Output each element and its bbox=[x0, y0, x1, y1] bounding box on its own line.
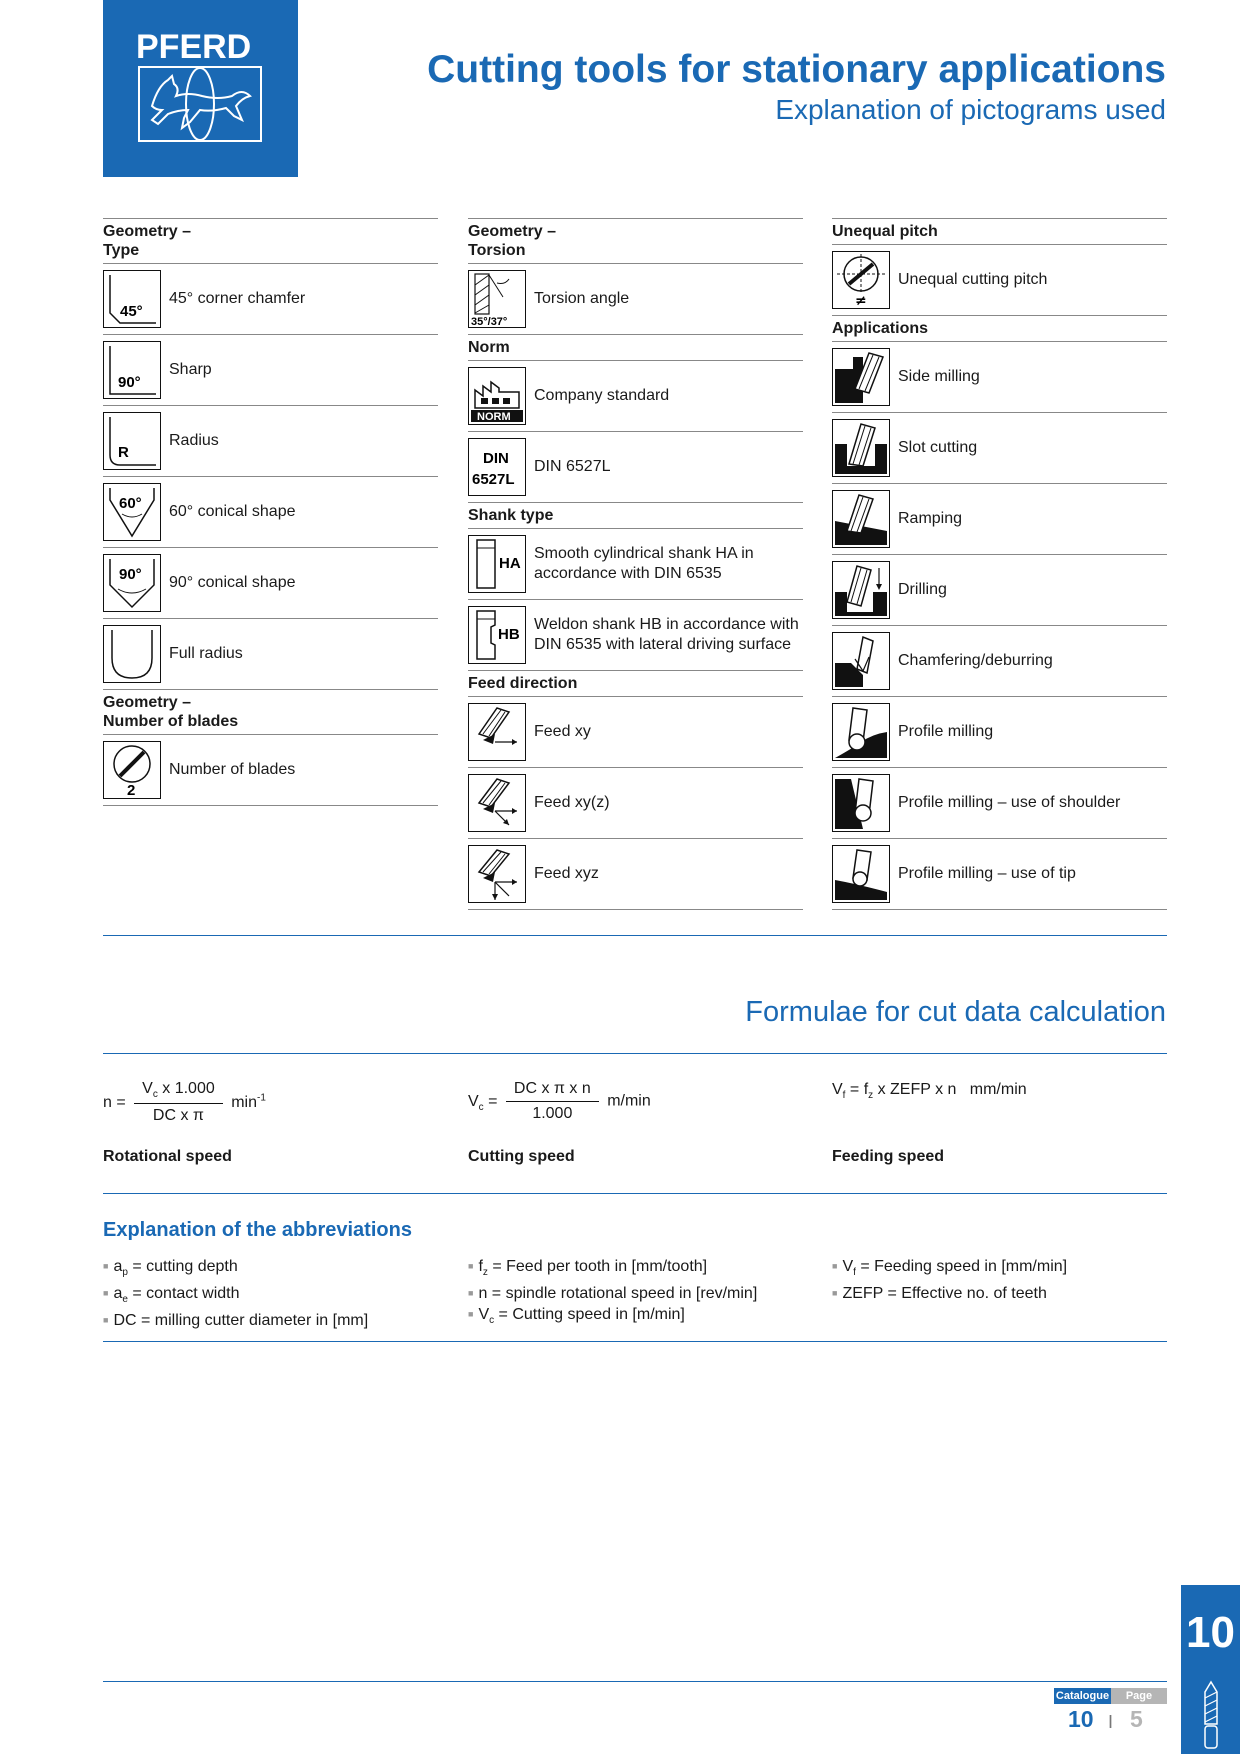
feed-xy-icon bbox=[468, 703, 526, 761]
pictogram-icon-text: NORM bbox=[477, 411, 511, 423]
pictogram-row bbox=[468, 264, 803, 335]
section-heading-blades: Geometry – Number of blades bbox=[103, 690, 438, 735]
formula-caption: Cutting speed bbox=[468, 1148, 575, 1165]
formula-cutting-speed bbox=[468, 1080, 651, 1123]
din-standard-icon bbox=[468, 438, 526, 496]
abbreviation-list bbox=[832, 1256, 1067, 1304]
list-item: ■ $a_e$ = contact width bbox=[103, 1283, 368, 1310]
formula-unit: $\min^{-1}$ bbox=[231, 1092, 266, 1111]
pictogram-label: Unequal cutting pitch bbox=[898, 271, 1048, 288]
factory-norm-icon bbox=[468, 367, 526, 425]
pictogram-icon-text: 45° bbox=[120, 303, 143, 320]
pictogram-row bbox=[832, 626, 1167, 697]
cone-60-icon bbox=[103, 483, 161, 541]
formulae-title: Formulae for cut data calculation bbox=[745, 996, 1166, 1028]
pictogram-row bbox=[832, 342, 1167, 413]
pictogram-row bbox=[832, 245, 1167, 316]
profile-milling-tip-icon bbox=[832, 845, 890, 903]
corner-chamfer-icon bbox=[103, 270, 161, 328]
drill-bit-icon bbox=[1201, 1680, 1221, 1750]
pictogram-label: Company standard bbox=[534, 387, 670, 404]
section-heading-torsion: Geometry – Torsion bbox=[468, 218, 803, 264]
pictogram-icon-text: 35°/37° bbox=[471, 316, 508, 327]
feed-xyz-partial-icon bbox=[468, 774, 526, 832]
feed-xyz-icon bbox=[468, 845, 526, 903]
pictogram-label: Profile milling bbox=[898, 723, 994, 740]
column-pitch-applications bbox=[832, 218, 1167, 910]
pictogram-label: Number of blades bbox=[169, 761, 296, 778]
profile-milling-shoulder-icon bbox=[832, 774, 890, 832]
formula-lhs: n = bbox=[103, 1093, 126, 1111]
pictogram-label: Full radius bbox=[169, 645, 243, 662]
divider bbox=[103, 1341, 1167, 1342]
section-heading-pitch: Unequal pitch bbox=[832, 218, 1167, 245]
pictogram-label: Feed xyz bbox=[534, 865, 599, 882]
numerator: DC x π x n bbox=[506, 1080, 599, 1102]
pferd-logo bbox=[103, 0, 298, 177]
shank-hb-icon bbox=[468, 606, 526, 664]
pictogram-row bbox=[103, 264, 438, 335]
section-heading-geometry-type: Geometry – Type bbox=[103, 218, 438, 264]
pictogram-icon-text: HA bbox=[499, 555, 521, 572]
pictogram-label: 90° conical shape bbox=[169, 574, 296, 591]
page-label: Page bbox=[1111, 1688, 1167, 1704]
pictogram-label: Torsion angle bbox=[534, 290, 630, 307]
sharp-corner-icon bbox=[103, 341, 161, 399]
pictogram-label: DIN 6527L bbox=[534, 458, 611, 475]
formula-unit: m/min bbox=[607, 1092, 651, 1110]
pictogram-row bbox=[103, 548, 438, 619]
section-heading-applications: Applications bbox=[832, 316, 1167, 342]
denominator: 1.000 bbox=[532, 1105, 573, 1122]
full-radius-icon bbox=[103, 625, 161, 683]
ramping-icon bbox=[832, 490, 890, 548]
section-heading-feed: Feed direction bbox=[468, 671, 803, 697]
pictogram-icon-text: HB bbox=[498, 626, 520, 643]
pictogram-row bbox=[468, 432, 803, 503]
formula-lhs: $V_c$ = bbox=[468, 1092, 498, 1113]
profile-milling-icon bbox=[832, 703, 890, 761]
slot-cutting-icon bbox=[832, 419, 890, 477]
pictogram-icon-text: R bbox=[118, 444, 129, 461]
pictogram-row bbox=[468, 768, 803, 839]
pictogram-label: Ramping bbox=[898, 510, 963, 527]
footer-separator: I bbox=[1108, 1712, 1114, 1732]
abbreviation-list bbox=[468, 1256, 757, 1331]
formula-caption: Rotational speed bbox=[103, 1148, 232, 1165]
pictogram-row bbox=[103, 619, 438, 690]
unequal-pitch-icon bbox=[832, 251, 890, 309]
abbreviations-title: Explanation of the abbreviations bbox=[103, 1219, 412, 1241]
formula-caption: Feeding speed bbox=[832, 1148, 945, 1165]
pictogram-label: Smooth cylindrical shank HA in accordance with DIN 6535 bbox=[534, 545, 754, 582]
column-geometry bbox=[103, 218, 438, 806]
pictogram-label: Slot cutting bbox=[898, 439, 978, 456]
fraction bbox=[134, 1080, 223, 1125]
pictogram-label: Profile milling – use of tip bbox=[898, 865, 1076, 882]
pictogram-label: Drilling bbox=[898, 581, 947, 598]
horse-logo-icon bbox=[138, 66, 262, 142]
catalogue-number: 10 bbox=[1068, 1706, 1094, 1732]
drilling-icon bbox=[832, 561, 890, 619]
page-number: 5 bbox=[1130, 1706, 1143, 1732]
pictogram-label: 45° corner chamfer bbox=[169, 290, 306, 307]
pictogram-row bbox=[468, 839, 803, 910]
logo-text: PFERD bbox=[136, 28, 252, 66]
pictogram-label: Side milling bbox=[898, 368, 980, 385]
column-torsion-norm-shank-feed bbox=[468, 218, 803, 910]
pictogram-row bbox=[832, 768, 1167, 839]
abbreviation-list bbox=[103, 1256, 368, 1331]
chapter-number: 10 bbox=[1186, 1608, 1235, 1657]
pictogram-label: Feed xy bbox=[534, 723, 591, 740]
list-item: ■ $a_p$ = cutting depth bbox=[103, 1256, 368, 1283]
pictogram-icon-text: ≠ bbox=[855, 293, 867, 308]
pictogram-row bbox=[468, 529, 803, 600]
pictogram-row bbox=[832, 839, 1167, 910]
page-title: Cutting tools for stationary applications bbox=[427, 48, 1166, 91]
pictogram-icon-text: 6527L bbox=[472, 471, 515, 488]
fraction bbox=[506, 1080, 599, 1123]
pictogram-label: Profile milling – use of shoulder bbox=[898, 794, 1121, 811]
pictogram-row bbox=[103, 406, 438, 477]
shank-ha-icon bbox=[468, 535, 526, 593]
chamfering-icon bbox=[832, 632, 890, 690]
pictogram-label: 60° conical shape bbox=[169, 503, 296, 520]
radius-corner-icon bbox=[103, 412, 161, 470]
side-milling-icon bbox=[832, 348, 890, 406]
list-item: ■ $f_z$ = Feed per tooth in [mm/tooth] bbox=[468, 1256, 757, 1283]
pictogram-row bbox=[468, 361, 803, 432]
pictogram-row bbox=[832, 413, 1167, 484]
pictogram-icon-text: 90° bbox=[118, 374, 141, 391]
section-heading-norm: Norm bbox=[468, 335, 803, 361]
numerator: $V_c$ x 1.000 bbox=[134, 1080, 223, 1104]
torsion-angle-icon bbox=[468, 270, 526, 328]
list-item: ■ DC = milling cutter diameter in [mm] bbox=[103, 1310, 368, 1331]
divider bbox=[103, 935, 1167, 936]
denominator: DC x π bbox=[152, 1107, 204, 1125]
catalogue-label: Catalogue bbox=[1055, 1690, 1110, 1702]
pictogram-row bbox=[832, 697, 1167, 768]
formula-rotational-speed bbox=[103, 1080, 266, 1125]
pictogram-label: Feed xy(z) bbox=[534, 794, 610, 811]
formula-feeding-speed: $V_f = f_z$ x ZEFP x n mm/min bbox=[832, 1081, 1027, 1102]
pictogram-icon-text: 90° bbox=[119, 566, 142, 583]
list-item: ■ $V_f$ = Feeding speed in [mm/min] bbox=[832, 1256, 1067, 1283]
pictogram-row bbox=[832, 484, 1167, 555]
divider bbox=[103, 1053, 1167, 1054]
pictogram-icon-text: 2 bbox=[127, 782, 136, 798]
pictogram-row bbox=[103, 335, 438, 406]
pictogram-label: Sharp bbox=[169, 361, 212, 378]
list-item: ■ ZEFP = Effective no. of teeth bbox=[832, 1283, 1067, 1304]
pictogram-row bbox=[103, 477, 438, 548]
pictogram-row bbox=[832, 555, 1167, 626]
pictogram-row bbox=[103, 735, 438, 806]
pictogram-icon-text: DIN bbox=[483, 450, 509, 467]
pictogram-row bbox=[468, 600, 803, 671]
blades-icon bbox=[103, 741, 161, 799]
cone-90-icon bbox=[103, 554, 161, 612]
footer-divider bbox=[103, 1681, 1167, 1682]
pictogram-label: Weldon shank HB in accordance with DIN 6535 with lateral driving surface bbox=[534, 616, 799, 653]
pictogram-label: Chamfering/deburring bbox=[898, 652, 1053, 669]
section-heading-shank: Shank type bbox=[468, 503, 803, 529]
pictogram-label: Radius bbox=[169, 432, 219, 449]
pictogram-row bbox=[468, 697, 803, 768]
page-subtitle: Explanation of pictograms used bbox=[775, 94, 1166, 125]
divider bbox=[103, 1193, 1167, 1194]
list-item: ■ n = spindle rotational speed in [rev/min] bbox=[468, 1283, 757, 1304]
pictogram-icon-text: 60° bbox=[119, 495, 142, 512]
list-item: ■ $V_c$ = Cutting speed in [m/min] bbox=[468, 1304, 757, 1331]
